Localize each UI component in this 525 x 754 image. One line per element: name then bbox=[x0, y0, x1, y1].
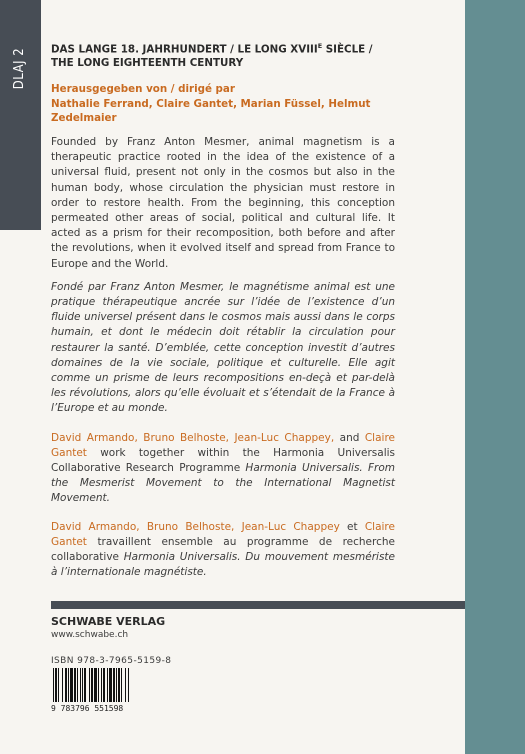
barcode-bar bbox=[89, 668, 90, 702]
authors-french bbox=[51, 520, 395, 581]
barcode-bar bbox=[103, 668, 105, 702]
editors-names: Nathalie Ferrand, Claire Gantet, Marian Füssel, Helmut Zedelmaier bbox=[51, 97, 371, 125]
right-color-band bbox=[465, 0, 525, 754]
series-volume-label bbox=[5, 38, 35, 98]
isbn-label: ISBN 978-3-7965-5159-8 bbox=[51, 656, 172, 666]
blurb-english: Founded by Franz Anton Mesmer, animal magnetism is a therapeutic practice rooted in the idea of the existence of a universal fluid, present not only in the cosmos but also in the human body, whose circulation the physician must restore in order to restore health. From the beginning, this conception permeated other areas of social, political and cultural life. It acted as a prism for their recomposition, both before and after the revolutions, when it evolved itself and spread from France to Europe and the World. bbox=[51, 135, 395, 270]
left-color-band bbox=[0, 0, 41, 230]
barcode-bar bbox=[68, 668, 69, 702]
barcode-bar bbox=[118, 668, 120, 702]
barcode-bar bbox=[74, 668, 76, 702]
barcode-bar bbox=[116, 668, 117, 702]
publisher-website: www.schwabe.ch bbox=[51, 630, 129, 640]
barcode-bar bbox=[98, 668, 99, 702]
authors-last-en: Claire Gantet bbox=[51, 431, 395, 459]
barcode-bar bbox=[107, 668, 108, 702]
authors-names-en: David Armando, Bruno Belhoste, Jean-Luc Chappey, bbox=[51, 431, 335, 444]
programme-title-fr: Harmonia Universalis. Du mouvement mesmériste à l’internationale magnétiste. bbox=[51, 551, 395, 579]
publisher-name: SCHWABE VERLAG bbox=[51, 615, 166, 628]
barcode-bar bbox=[80, 668, 81, 702]
series-title-line2: THE LONG EIGHTEENTH CENTURY bbox=[51, 56, 244, 69]
barcode-bar bbox=[55, 668, 57, 702]
authors-names-fr: David Armando, Bruno Belhoste, Jean-Luc Chappey bbox=[51, 520, 340, 533]
barcode-bar bbox=[84, 668, 86, 702]
bottom-divider-bar bbox=[51, 601, 465, 609]
barcode-digits: 9 783796 551598 bbox=[51, 704, 124, 712]
barcode-bars bbox=[53, 668, 129, 702]
barcode-bar bbox=[125, 668, 126, 702]
barcode-bar bbox=[53, 668, 54, 702]
barcode-bar bbox=[94, 668, 97, 702]
back-cover-content bbox=[51, 40, 395, 588]
isbn-barcode bbox=[51, 668, 161, 712]
series-title-superscript: E bbox=[317, 42, 323, 50]
series-title bbox=[51, 40, 395, 70]
series-editors bbox=[51, 82, 395, 126]
barcode-bar bbox=[121, 668, 122, 702]
authors-last-fr: Claire Gantet bbox=[51, 520, 395, 548]
barcode-bar bbox=[70, 668, 73, 702]
authors-text-en: work together within the Harmonia Universalis Collaborative Research Programme bbox=[51, 446, 395, 474]
authors-text-fr: travaillent ensemble au programme de recherche collaborative bbox=[51, 535, 395, 563]
blurb-french: Fondé par Franz Anton Mesmer, le magnétisme animal est une pratique thérapeutique ancrée sur l’idée de l’existence d’un fluide universel présent dans le cosmos mais aussi dans le corps humain, et dont le médecin doit rétablir la circulation pour restaurer la santé. D’emblée, cette conception investit d’autres domaines de la vie sociale, politique et culturelle. Elle agit comme un prisme de leurs recompositions en-deçà et par-delà les révolutions, alors qu’elle évoluait et s’étendait de la France à l’Europe et au monde. bbox=[51, 280, 395, 415]
series-title-line1: DAS LANGE 18. JAHRHUNDERT / LE LONG XVIII bbox=[51, 43, 318, 56]
barcode-bar bbox=[82, 668, 83, 702]
barcode-bar bbox=[58, 668, 59, 702]
barcode-bar bbox=[101, 668, 102, 702]
authors-and-fr: et bbox=[339, 520, 365, 533]
authors-and-en: and bbox=[334, 431, 365, 444]
series-title-line1-end: SIÈCLE / bbox=[322, 43, 373, 56]
barcode-bar bbox=[91, 668, 93, 702]
barcode-bar bbox=[65, 668, 67, 702]
barcode-bar bbox=[62, 668, 63, 702]
series-volume-text: DLAJ 2 bbox=[12, 47, 28, 89]
editors-intro: Herausgegeben von / dirigé par bbox=[51, 83, 235, 96]
programme-title-en: Harmonia Universalis. From the Mesmerist Movement to the International Magnetist Movement. bbox=[51, 461, 395, 505]
barcode-bar bbox=[77, 668, 78, 702]
authors-english bbox=[51, 431, 395, 507]
barcode-bar bbox=[128, 668, 129, 702]
barcode-bar bbox=[113, 668, 115, 702]
barcode-bar bbox=[109, 668, 112, 702]
